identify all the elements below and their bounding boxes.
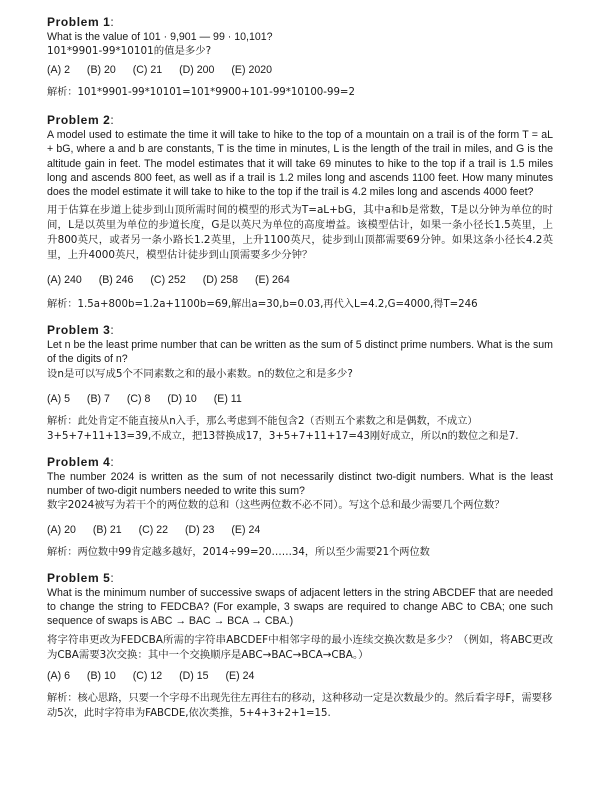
solution-text: 解析：两位数中99肯定越多越好，2014÷99=20……34，所以至少需要21个两位数 xyxy=(47,547,430,559)
problem-statement-cn: 101*9901-99*10101的值是多少? xyxy=(47,45,212,58)
choice-c: (C) 12 xyxy=(132,669,163,682)
choice-e: (E) 264 xyxy=(254,274,290,287)
problem-5 xyxy=(47,570,553,721)
problem-title: Problem 2: xyxy=(47,113,115,128)
problem-title: Problem 1: xyxy=(47,15,115,29)
choice-c: (C) 8 xyxy=(126,392,151,405)
problem-1 xyxy=(47,14,553,100)
solution-text: 解析：1.5a+800b=1.2a+1100b=69,解出a=30,b=0.03,再代入L=4.2,G=4000,得T=246 xyxy=(47,299,478,311)
problem-statement-en: What is the value of 101 · 9,901 — 99 · 10,101? xyxy=(47,31,273,43)
choice-c: (C) 252 xyxy=(150,274,186,287)
problem-title: Problem 4: xyxy=(47,454,115,469)
choice-e: (E) 24 xyxy=(225,669,255,682)
solution-text: 解析：101*9901-99*10101=101*9900+101-99*10100-99=2 xyxy=(47,87,355,99)
choice-a: (A) 20 xyxy=(47,524,76,537)
choice-a: (A) 2 xyxy=(47,64,70,77)
problem-title: Problem 5: xyxy=(47,571,115,586)
choice-c: (C) 22 xyxy=(138,524,169,537)
problem-4 xyxy=(47,454,553,560)
choice-e: (E) 24 xyxy=(231,524,261,537)
choice-d: (D) 258 xyxy=(202,274,239,287)
problem-statement-cn: 用于估算在步道上徒步到山顶所需时间的模型的形式为T=aL+bG，其中a和b是常数，T是以分钟为单位的时间，L是以英里为单位的步道长度，G是以英尺为单位的高度增益。该模型估计，如果一条小径长1.5英里，上升800英尺，或者另一条小路长1.2英里，上升1100英尺，徒步到山顶都需要69分钟。如果这条小径长4.2英里，上升4000英尺，模型估计徒步到山顶需要多少分钟？ xyxy=(47,204,553,262)
choice-a: (A) 6 xyxy=(47,669,70,682)
problem-statement-cn: 将字符串更改为FEDCBA所需的字符串ABCDEF中相邻字母的最小连续交换次数是多少？（例如，将ABC更改为CBA需要3次交换：其中一个交换顺序是ABC→BAC→BCA→CBA。） xyxy=(47,633,553,661)
choice-d: (D) 10 xyxy=(167,392,197,405)
problem-3 xyxy=(47,322,553,443)
problem-statement-cn: 数字2024被写为若干个的两位数的总和（这些两位数不必不同）。写这个总和最少需要几个两位数？ xyxy=(47,499,505,512)
choice-c: (C) 21 xyxy=(132,64,163,77)
problem-statement-en: What is the minimum number of successive swaps of adjacent letters in the string ABCDEF that are needed to change the string to FEDCBA? (For example, 3 swaps are required to change ABC to CBA; one such sequence of swaps is ABC → BAC → BCA → CBA.) xyxy=(47,587,553,628)
answer-choices xyxy=(47,523,553,537)
choice-b: (B) 7 xyxy=(86,392,110,405)
choice-a: (A) 5 xyxy=(47,392,70,405)
choice-d: (D) 200 xyxy=(179,64,215,77)
problem-statement-en: Let n be the least prime number that can be written as the sum of 5 distinct prime numbers. What is the sum of the digits of n? xyxy=(47,339,553,366)
answer-choices xyxy=(47,669,553,683)
problem-statement-en: The number 2024 is written as the sum of not necessarily distinct two-digit numbers. What is the least number of two-digit numbers needed to write this sum? xyxy=(47,470,553,497)
solution-text: 解析：此处肯定不能直接从n入手，那么考虑到不能包含2（否则五个素数之和是偶数，不成立）3+5+7+11+13=39,不成立，把13替换成17，3+5+7+11+17=43刚好成立，所以n的数位之和是7. xyxy=(47,415,519,442)
choice-d: (D) 23 xyxy=(185,524,215,537)
choice-d: (D) 15 xyxy=(179,669,209,682)
problem-statement-cn: 设n是可以写成5个不同素数之和的最小素数。n的数位之和是多少? xyxy=(47,367,353,380)
answer-choices xyxy=(47,392,553,406)
choice-e: (E) 2020 xyxy=(231,64,273,77)
choice-e: (E) 11 xyxy=(213,392,242,405)
problem-title: Problem 3: xyxy=(47,323,115,338)
answer-choices xyxy=(47,273,553,287)
problem-2 xyxy=(47,112,553,312)
answer-choices xyxy=(47,63,553,77)
choice-b: (B) 10 xyxy=(86,669,116,682)
choice-a: (A) 240 xyxy=(47,274,82,287)
document-page xyxy=(47,14,553,721)
choice-b: (B) 21 xyxy=(92,524,122,537)
choice-b: (B) 20 xyxy=(86,64,116,77)
solution-text: 解析：核心思路，只要一个字母不出现先往左再往右的移动，这种移动一定是次数最少的。然后看字母F，需要移动5次，此时字符串为FABCDE,依次类推，5+4+3+2+1=15. xyxy=(47,692,553,719)
choice-b: (B) 246 xyxy=(98,274,134,287)
problem-statement-en: A model used to estimate the time it will take to hike to the top of a mountain on a trail is of the form T = aL + bG, where a and b are constants, T is the time in minutes, L is the length of the trail in miles, and G is the altitude gain in feet. The model estimates that it will take 69 minutes to hike to the top if a trail is 1.5 miles long and ascends 800 feet, as well as if a trail is 1.2 miles long and ascends 1100 feet. How many minutes does the model estimate it will take to hike to the top if the trail is 4.2 miles long and ascends 4000 feet? xyxy=(47,129,553,199)
